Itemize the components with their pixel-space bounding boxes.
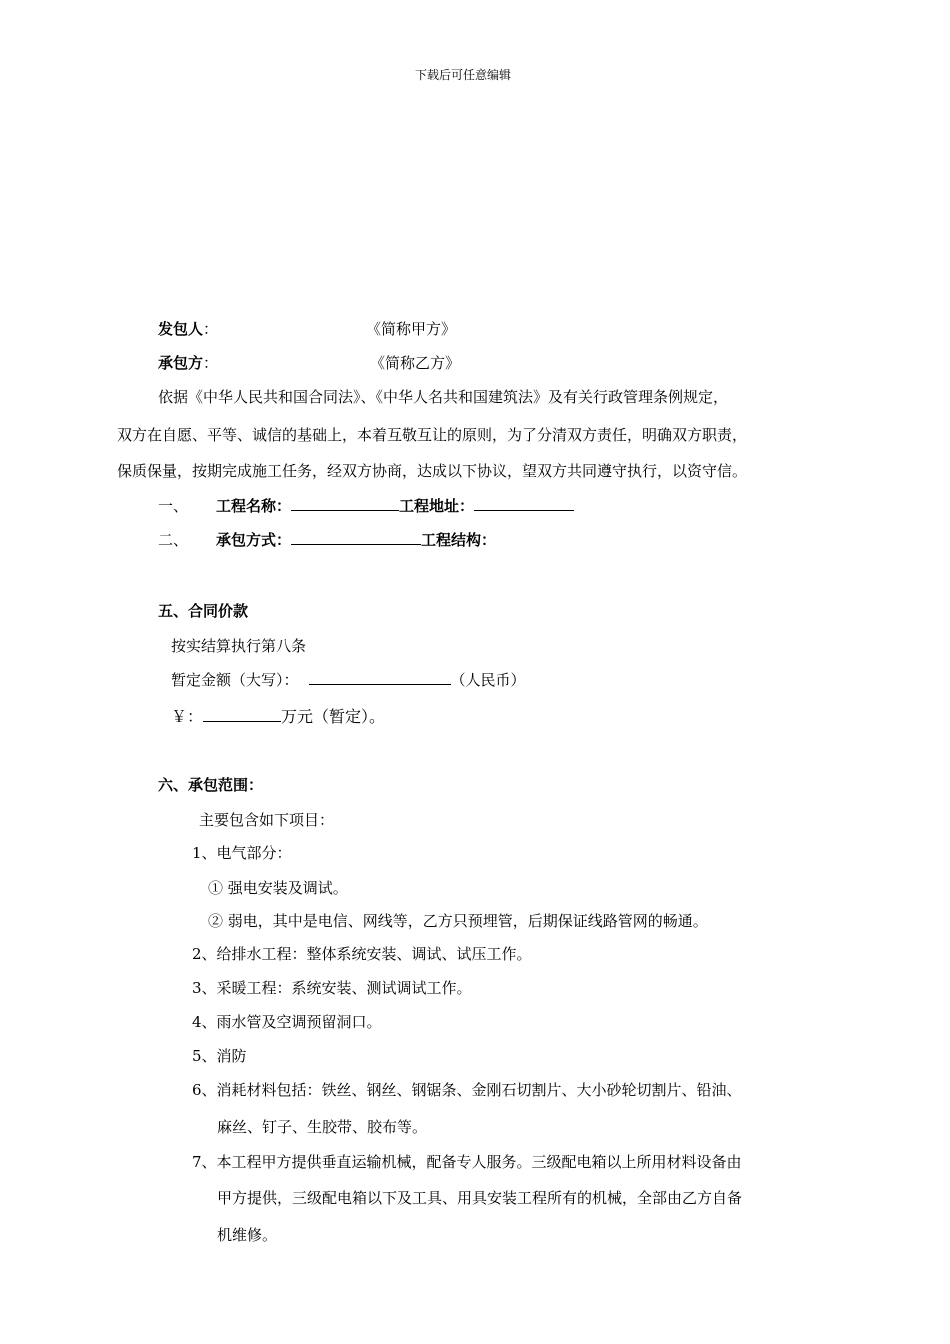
- provisional-amount-label: 暂定金额（大写）：: [171, 671, 299, 689]
- scope-item-4: 4、雨水管及空调预留洞口。: [192, 1013, 382, 1031]
- scope-item-1b: ② 弱电，其中是电信、网线等，乙方只预埋管，后期保证线路管网的畅通。: [208, 912, 708, 930]
- yen-amount-line: [171, 704, 385, 727]
- project-address-blank: [474, 496, 574, 511]
- preamble-line-3: 保质保量，按期完成施工任务，经双方协商，达成以下协议，望双方共同遵守执行，以资守信。: [117, 462, 748, 480]
- clause-1-line: [216, 495, 574, 516]
- scope-item-1a: ① 强电安装及调试。: [208, 879, 348, 897]
- contractor-line: [158, 352, 218, 373]
- scope-item-1: 1、电气部分：: [192, 844, 292, 862]
- currency-unit: （人民币）: [450, 671, 526, 689]
- page-header-note: 下载后可任意编辑: [414, 68, 511, 82]
- scope-item-7-line-3: 机维修。: [217, 1226, 278, 1244]
- scope-item-3: 3、采暖工程：系统安装、测试调试工作。: [192, 979, 472, 997]
- preamble-line-1: 依据《中华人民共和国合同法》、《中华人名共和国建筑法》及有关行政管理条例规定，: [158, 388, 729, 406]
- scope-item-6-line-1: 6、消耗材料包括：铁丝、钢丝、钢锯条、金刚石切割片、大小砂轮切割片、铅油、: [192, 1081, 742, 1099]
- clause-2-line: [216, 529, 496, 550]
- employer-colon: ：: [203, 320, 219, 338]
- employer-abbreviation: 《简称甲方》: [366, 320, 457, 338]
- contract-mode-label: 承包方式：: [216, 531, 292, 549]
- clause-2-number: 二、: [158, 531, 189, 549]
- contractor-colon: ：: [203, 354, 219, 372]
- scope-item-6-line-2: 麻丝、钉子、生胶带、胶布等。: [217, 1118, 428, 1136]
- project-name-label: 工程名称：: [216, 497, 292, 515]
- employer-label: 发包人: [158, 320, 204, 338]
- contract-mode-blank: [291, 530, 421, 545]
- section-6-title: 六、承包范围：: [158, 776, 264, 794]
- provisional-amount-line: [171, 669, 526, 690]
- clause-1-number: 一、: [158, 497, 189, 515]
- section-5-title: 五、合同价款: [158, 602, 249, 620]
- yen-suffix: 万元（暂定）。: [281, 707, 386, 726]
- project-structure-label: 工程结构：: [421, 531, 497, 549]
- project-address-label: 工程地址：: [399, 497, 475, 515]
- contractor-abbreviation: 《简称乙方》: [370, 354, 461, 372]
- scope-item-5: 5、消防: [192, 1047, 247, 1065]
- scope-item-7-line-1: 7、本工程甲方提供垂直运输机械，配备专人服务。三级配电箱以上所用材料设备由: [192, 1153, 742, 1171]
- project-name-blank: [291, 496, 399, 511]
- scope-item-2: 2、给排水工程：整体系统安装、调试、试压工作。: [192, 945, 532, 963]
- scope-item-7-line-2: 甲方提供，三级配电箱以下及工具、用具安装工程所有的机械，全部由乙方自备: [217, 1189, 743, 1207]
- preamble-line-2: 双方在自愿、平等、诚信的基础上，本着互敬互让的原则，为了分清双方责任，明确双方职责，: [117, 426, 748, 444]
- provisional-amount-blank: [309, 670, 451, 685]
- scope-intro: 主要包含如下项目：: [199, 811, 335, 829]
- section-5-settlement-line: 按实结算执行第八条: [171, 637, 307, 655]
- employer-line: [158, 318, 218, 339]
- yen-amount-blank: [203, 707, 281, 722]
- yen-label: ￥：: [171, 707, 204, 726]
- contractor-label: 承包方: [158, 354, 204, 372]
